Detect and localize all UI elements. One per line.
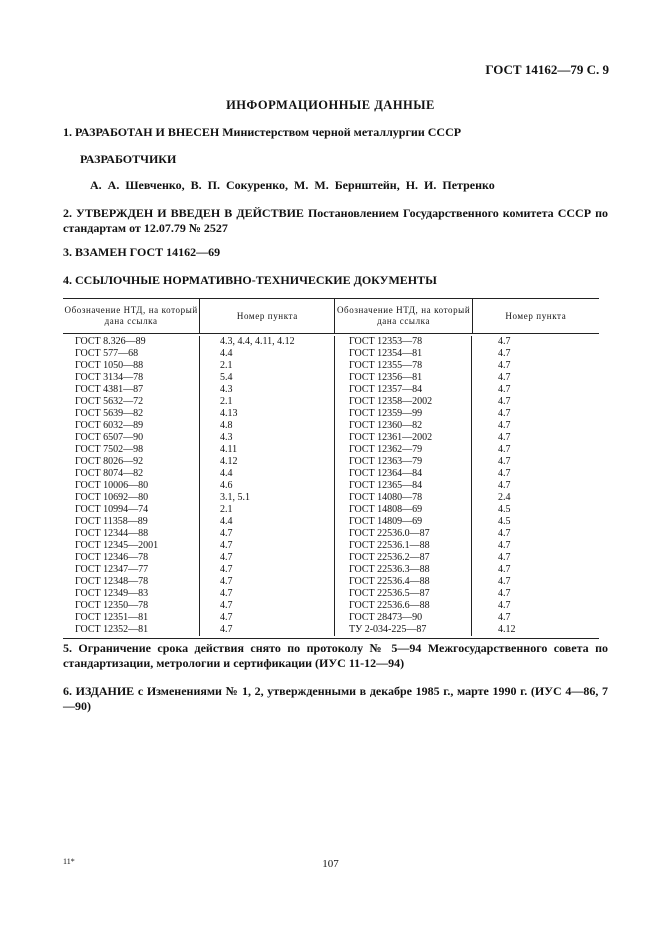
table-cell-right-item: 4.7: [498, 552, 511, 563]
table-cell-right-doc: ГОСТ 12359—99: [349, 408, 423, 419]
table-cell-left-item: 4.3: [220, 384, 233, 395]
table-cell-right-item: 4.7: [498, 408, 511, 419]
table-cell-right-item: 4.7: [498, 360, 511, 371]
table-cell-left-doc: ГОСТ 10006—80: [75, 480, 149, 491]
table-cell-left-item: 4.7: [220, 600, 233, 611]
table-cell-left-doc: ГОСТ 5632—72: [75, 396, 144, 407]
table-cell-left-item: 4.6: [220, 480, 233, 491]
section-1-label: 1. РАЗРАБОТАН И ВНЕСЕН: [63, 125, 220, 139]
table-cell-left-item: 4.13: [220, 408, 238, 419]
table-cell-left-item: 2.1: [220, 360, 233, 371]
table-cell-left-item: 4.7: [220, 564, 233, 575]
table-cell-right-doc: ГОСТ 12355—78: [349, 360, 423, 371]
table-cell-left-doc: ГОСТ 577—68: [75, 348, 139, 359]
table-cell-left-item: 4.4: [220, 348, 233, 359]
table-cell-left-item: 3.1, 5.1: [220, 492, 250, 503]
table-cell-right-doc: ГОСТ 12353—78: [349, 336, 423, 347]
table-cell-right-item: 4.7: [498, 456, 511, 467]
table-cell-left-doc: ГОСТ 12349—83: [75, 588, 149, 599]
table-cell-left-doc: ГОСТ 4381—87: [75, 384, 144, 395]
table-cell-left-item: 4.7: [220, 552, 233, 563]
section-3: 3. ВЗАМЕН ГОСТ 14162—69: [63, 245, 221, 259]
table-cell-left-doc: ГОСТ 12347—77: [75, 564, 149, 575]
table-cell-right-doc: ГОСТ 12358—2002: [349, 396, 433, 407]
table-cell-left-item: 4.3, 4.4, 4.11, 4.12: [220, 336, 295, 347]
table-cell-right-item: 4.7: [498, 372, 511, 383]
table-cell-right-doc: ГОСТ 22536.3—88: [349, 564, 430, 575]
table-cell-right-item: 4.5: [498, 516, 511, 527]
section-2: [63, 206, 608, 236]
table-cell-right-item: 4.7: [498, 564, 511, 575]
section-1: [63, 125, 608, 140]
table-cell-left-doc: ГОСТ 12352—81: [75, 624, 149, 635]
table-cell-right-item: 4.7: [498, 420, 511, 431]
table-cell-left-item: 4.7: [220, 588, 233, 599]
table-cell-right-item: 4.7: [498, 600, 511, 611]
developers-list: А. А. Шевченко, В. П. Сокуренко, М. М. Бернштейн, Н. И. Петренко: [90, 178, 495, 192]
right-items-column: [472, 336, 599, 636]
table-cell-left-doc: ГОСТ 6032—89: [75, 420, 144, 431]
table-cell-right-doc: ГОСТ 12354—81: [349, 348, 423, 359]
right-docs-column: [335, 336, 472, 636]
section-1-text: Министерством черной металлургии СССР: [219, 125, 462, 139]
table-cell-right-doc: ГОСТ 22536.6—88: [349, 600, 430, 611]
table-cell-right-item: 4.12: [498, 624, 516, 635]
page-number: 107: [322, 858, 339, 870]
left-items-column: [200, 336, 335, 636]
table-cell-right-doc: ГОСТ 14080—78: [349, 492, 423, 503]
table-cell-left-doc: ГОСТ 8074—82: [75, 468, 144, 479]
section-2-label: 2. УТВЕРЖДЕН И ВВЕДЕН В ДЕЙСТВИЕ: [63, 206, 304, 220]
table-cell-left-doc: ГОСТ 11358—89: [75, 516, 148, 527]
table-cell-right-doc: ГОСТ 12361—2002: [349, 432, 433, 443]
table-cell-left-doc: ГОСТ 12346—78: [75, 552, 149, 563]
table-cell-right-item: 4.7: [498, 348, 511, 359]
table-cell-left-doc: ГОСТ 1050—88: [75, 360, 144, 371]
table-cell-left-doc: ГОСТ 6507—90: [75, 432, 144, 443]
table-cell-right-item: 4.7: [498, 444, 511, 455]
table-cell-right-item: 4.7: [498, 384, 511, 395]
table-cell-left-item: 4.4: [220, 468, 233, 479]
table-cell-left-doc: ГОСТ 12350—78: [75, 600, 149, 611]
table-cell-left-doc: ГОСТ 3134—78: [75, 372, 144, 383]
table-cell-right-doc: ГОСТ 12363—79: [349, 456, 423, 467]
table-cell-right-item: 4.7: [498, 396, 511, 407]
table-cell-left-item: 5.4: [220, 372, 233, 383]
table-cell-right-doc: ГОСТ 22536.5—87: [349, 588, 430, 599]
table-cell-left-item: 4.11: [220, 444, 238, 455]
table-cell-right-doc: ГОСТ 22536.2—87: [349, 552, 430, 563]
table-cell-left-doc: ГОСТ 12348—78: [75, 576, 149, 587]
table-cell-right-item: 4.7: [498, 540, 511, 551]
table-cell-right-doc: ГОСТ 14809—69: [349, 516, 423, 527]
table-cell-right-item: 4.7: [498, 432, 511, 443]
table-cell-right-doc: ГОСТ 22536.0—87: [349, 528, 430, 539]
table-cell-left-item: 2.1: [220, 396, 233, 407]
table-cell-left-doc: ГОСТ 12351—81: [75, 612, 149, 623]
section-4: 4. ССЫЛОЧНЫЕ НОРМАТИВНО-ТЕХНИЧЕСКИЕ ДОКУМЕНТЫ: [63, 273, 437, 287]
table-cell-right-doc: ГОСТ 12357—84: [349, 384, 423, 395]
section-2-text: Постановлением Государственного комитета СССР по стандартам от 12.07.79 № 2527: [63, 206, 608, 235]
table-header: [63, 298, 599, 334]
table-cell-right-doc: ГОСТ 12365—84: [349, 480, 423, 491]
table-cell-right-item: 4.7: [498, 576, 511, 587]
table-cell-left-doc: ГОСТ 8.326—89: [75, 336, 146, 347]
reference-table: [63, 298, 599, 639]
table-cell-left-doc: ГОСТ 5639—82: [75, 408, 144, 419]
table-cell-left-item: 4.12: [220, 456, 238, 467]
left-docs-column: [63, 336, 200, 636]
table-cell-left-item: 4.7: [220, 528, 233, 539]
table-cell-left-item: 4.7: [220, 576, 233, 587]
header-item-right: Номер пункта: [505, 310, 567, 321]
table-cell-left-doc: ГОСТ 8026—92: [75, 456, 144, 467]
table-cell-right-doc: ГОСТ 14808—69: [349, 504, 423, 515]
developers-heading: РАЗРАБОТЧИКИ: [80, 152, 177, 166]
table-cell-right-doc: ГОСТ 12356—81: [349, 372, 423, 383]
table-cell-left-item: 4.4: [220, 516, 233, 527]
header-doc-right: Обозначение НТД, на который дана ссылка: [335, 299, 472, 333]
table-cell-left-doc: ГОСТ 12344—88: [75, 528, 149, 539]
table-body: [63, 334, 599, 639]
header-item-left: Номер пункта: [200, 299, 335, 333]
table-cell-right-doc: ГОСТ 12362—79: [349, 444, 423, 455]
table-cell-right-item: 4.7: [498, 612, 511, 623]
table-cell-right-item: 4.7: [498, 480, 511, 491]
footnote: 11*: [63, 857, 75, 866]
table-cell-right-item: 4.7: [498, 468, 511, 479]
table-cell-right-doc: ГОСТ 12360—82: [349, 420, 423, 431]
table-cell-right-doc: ГОСТ 22536.4—88: [349, 576, 430, 587]
table-cell-right-item: 4.7: [498, 588, 511, 599]
table-cell-left-item: 4.3: [220, 432, 233, 443]
table-cell-left-item: 4.7: [220, 624, 233, 635]
page-header: ГОСТ 14162—79 С. 9: [485, 62, 609, 77]
header-doc-left: Обозначение НТД, на который дана ссылка: [63, 299, 200, 333]
table-cell-right-item: 4.7: [498, 336, 511, 347]
table-cell-left-item: 4.7: [220, 612, 233, 623]
table-cell-left-item: 4.8: [220, 420, 233, 431]
table-cell-right-doc: ГОСТ 28473—90: [349, 612, 423, 623]
table-cell-right-item: 4.7: [498, 528, 511, 539]
table-cell-right-doc: ГОСТ 12364—84: [349, 468, 423, 479]
table-cell-left-doc: ГОСТ 10692—80: [75, 492, 149, 503]
table-cell-left-doc: ГОСТ 10994—74: [75, 504, 149, 515]
table-cell-right-doc: ГОСТ 22536.1—88: [349, 540, 430, 551]
section-5: 5. Ограничение срока действия снято по протоколу № 5—94 Межгосударственного совета по стандартизации, метрологии и сертификации (ИУС 11-12—94): [63, 641, 608, 670]
table-cell-left-doc: ГОСТ 7502—98: [75, 444, 144, 455]
table-cell-right-item: 2.4: [498, 492, 511, 503]
page-title: ИНФОРМАЦИОННЫЕ ДАННЫЕ: [226, 98, 435, 112]
table-cell-right-doc: ТУ 2-034-225—87: [349, 624, 427, 635]
table-cell-left-item: 4.7: [220, 540, 233, 551]
table-cell-left-doc: ГОСТ 12345—2001: [75, 540, 159, 551]
table-cell-right-item: 4.5: [498, 504, 511, 515]
section-6: 6. ИЗДАНИЕ с Изменениями № 1, 2, утвержденными в декабре 1985 г., марте 1990 г. (ИУС 4—86, 7—90): [63, 684, 608, 713]
table-cell-left-item: 2.1: [220, 504, 233, 515]
